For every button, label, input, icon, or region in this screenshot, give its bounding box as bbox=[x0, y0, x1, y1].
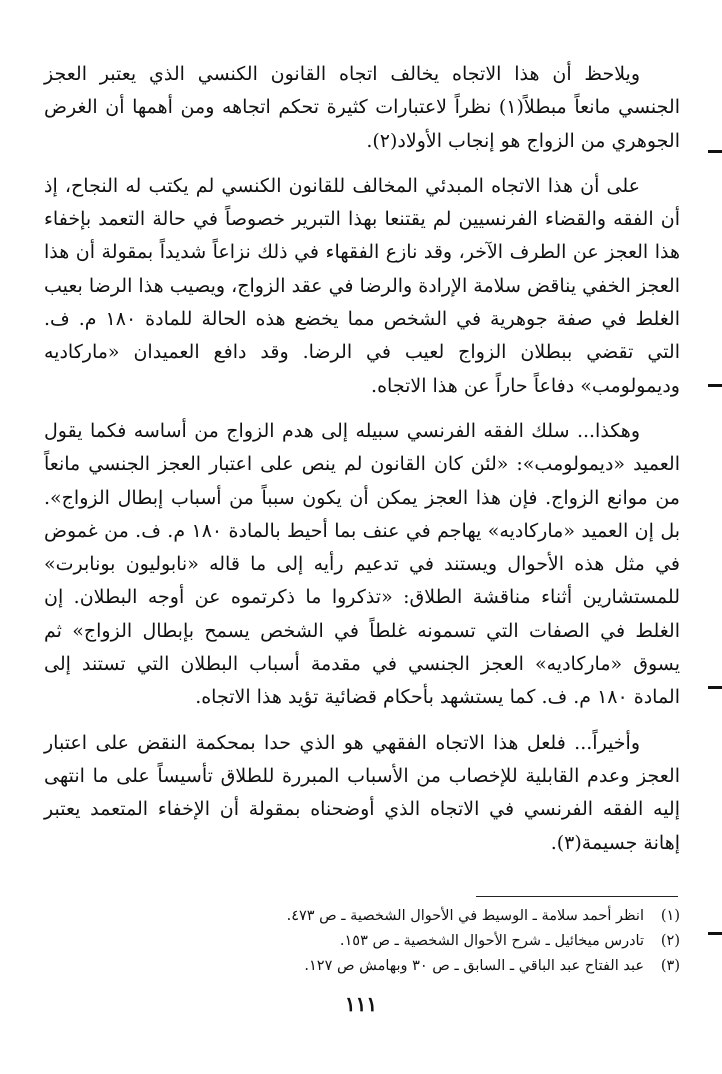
footnote-number: (٣) bbox=[660, 958, 680, 974]
paragraph-3: وهكذا... سلك الفقه الفرنسي سبيله إلى هدم الزواج من أساسه فكما يقول العميد «ديمولومب»: «لئن كان القانون لم ينص على اعتبار العجز الجنسي مانعاً من موانع الزواج. فإن هذا العجز يمكن أن يكون سبباً من أسباب إبطال الزواج». بل إن العميد «ماركاديه» يهاجم في عنف بما أحيط بالمادة ١٨٠ م. ف. من غموض في مثل هذه الأحوال ويستند في تدعيم رأيه إلى ما قاله «نابوليون بونابرت» للمستشارين أثناء مناقشة الطلاق: «تذكروا ما ذكرتموه عن أوجه البطلان. إن الغلط في الصفات التي تسمونه غلطاً في الشخص يسمح بإبطال الزواج» ثم يسوق «ماركاديه» العجز الجنسي في مقدمة أسباب البطلان التي تستند إلى المادة ١٨٠ م. ف. كما يستشهد بأحكام قضائية تؤيد هذا الاتجاه. bbox=[44, 419, 680, 709]
main-text bbox=[44, 58, 680, 872]
footnote-number: (١) bbox=[660, 908, 680, 924]
margin-mark bbox=[708, 150, 722, 153]
book-page bbox=[0, 58, 722, 1074]
margin-mark bbox=[708, 384, 722, 387]
footnote-text: عبد الفتاح عبد الباقي ـ السابق ـ ص ٣٠ وبهامش ص ١٢٧. bbox=[304, 958, 644, 974]
footnote-text: تادرس ميخائيل ـ شرح الأحوال الشخصية ـ ص ١٥٣. bbox=[339, 933, 644, 949]
footnote-number: (٢) bbox=[660, 933, 680, 949]
footnotes bbox=[44, 904, 680, 979]
footnote-1 bbox=[44, 904, 680, 929]
margin-mark bbox=[708, 932, 722, 935]
paragraph-1: ويلاحظ أن هذا الاتجاه يخالف اتجاه القانون الكنسي الذي يعتبر العجز الجنسي مانعاً مبطلاً(١) نظراً لاعتبارات كثيرة تحكم اتجاهه ومن أهمها أن الغرض الجوهري من الزواج هو إنجاب الأولاد(٢). bbox=[44, 63, 680, 152]
footnote-divider bbox=[476, 896, 678, 897]
footnote-3 bbox=[44, 954, 680, 979]
margin-mark bbox=[708, 686, 722, 689]
footnote-text: انظر أحمد سلامة ـ الوسيط في الأحوال الشخصية ـ ص ٤٧٣. bbox=[286, 908, 644, 924]
paragraph-2: على أن هذا الاتجاه المبدئي المخالف للقانون الكنسي لم يكتب له النجاح، إذ أن الفقه والقضاء الفرنسيين لم يقتنعا بهذا التبرير خصوصاً في حالة التعمد بإخفاء هذا العجز عن الطرف الآخر، وقد نازع الفقهاء في ذلك نزاعاً شديداً بمقولة أن هذا العجز الخفي يناقض سلامة الإرادة والرضا في عقد الزواج، ويصيب هذا الرضا بعيب الغلط في صفة جوهرية في الشخص مما يخضع هذه الحالة للمادة ١٨٠ م. ف. التي تقضي ببطلان الزواج لعيب في الرضا. وقد دافع العميدان «ماركاديه وديمولومب» دفاعاً حاراً عن هذا الاتجاه. bbox=[44, 174, 681, 397]
page-number: ١١١ bbox=[344, 992, 378, 1016]
footnote-2 bbox=[44, 929, 680, 954]
paragraph-4: وأخيراً... فلعل هذا الاتجاه الفقهي هو الذي حدا بمحكمة النقض على اعتبار العجز وعدم القابلية للإخصاب من الأسباب المبررة للطلاق تأسيساً على ما انتهى إليه الفقه الفرنسي في الاتجاه الذي أوضحناه بمقولة أن الإخفاء المتعمد يعتبر إهانة جسيمة(٣). bbox=[44, 731, 680, 854]
